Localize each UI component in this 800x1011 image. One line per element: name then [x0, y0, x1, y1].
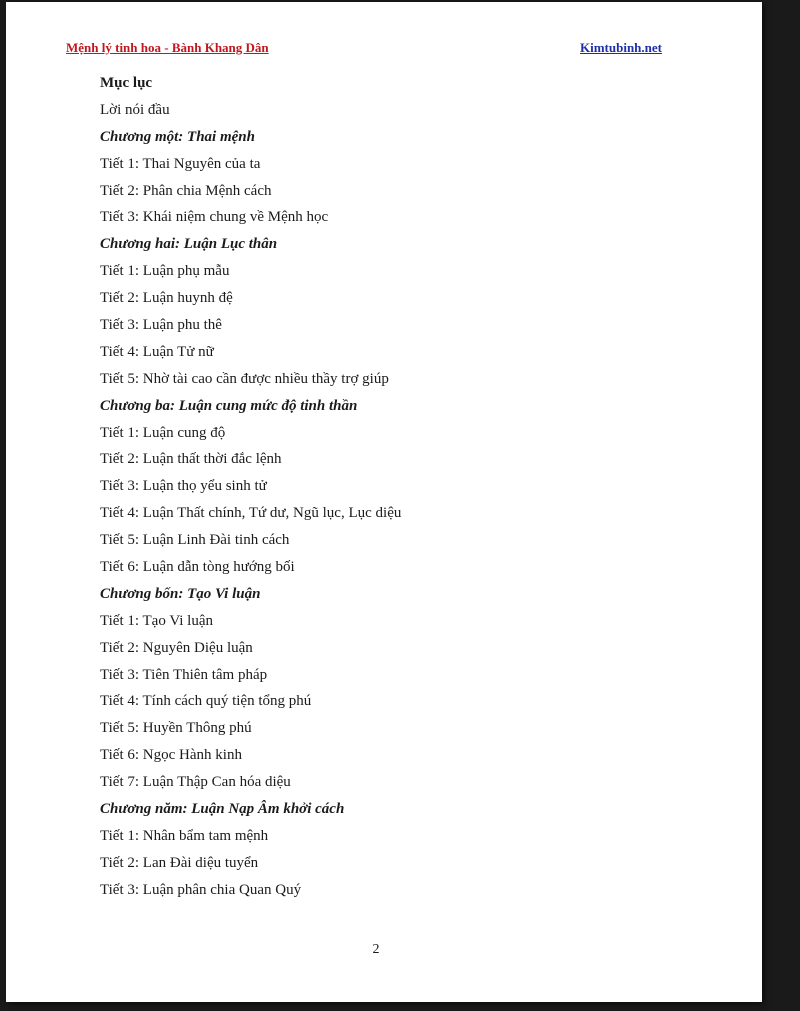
toc-chapter-heading: Chương ba: Luận cung mức độ tinh thần [100, 397, 358, 414]
toc-entry: Tiết 3: Luận phu thê [100, 317, 222, 334]
page-number: 2 [372, 942, 380, 957]
toc-entry: Tiết 2: Phân chia Mệnh cách [100, 182, 272, 199]
header-website-link[interactable]: Kimtubinh.net [580, 40, 662, 55]
toc-entry: Tiết 1: Luận cung độ [100, 424, 226, 441]
toc-entry: Tiết 7: Luận Thập Can hóa diệu [100, 774, 291, 791]
header-book-title-link[interactable]: Mệnh lý tinh hoa - Bành Khang Dân [66, 40, 269, 55]
toc-entry: Tiết 3: Khái niệm chung về Mệnh học [100, 209, 329, 226]
toc-entry: Tiết 4: Luận Tử nữ [100, 343, 214, 360]
toc-entry: Tiết 3: Luận thọ yểu sinh tử [100, 478, 267, 495]
toc-entry: Tiết 2: Lan Đài diệu tuyển [100, 854, 259, 871]
toc-entry: Tiết 1: Luận phụ mẫu [100, 263, 230, 280]
toc-chapter-heading: Chương bốn: Tạo Vi luận [100, 585, 261, 602]
toc-chapter-heading: Chương một: Thai mệnh [100, 128, 255, 145]
toc-chapter-heading: Chương hai: Luận Lục thân [100, 236, 278, 253]
toc-chapter-heading: Chương năm: Luận Nạp Âm khởi cách [100, 801, 345, 818]
toc-entry: Tiết 1: Tạo Vi luận [100, 612, 213, 629]
toc-entry: Tiết 5: Huyền Thông phú [100, 720, 252, 737]
toc-entry: Tiết 1: Nhân bẩm tam mệnh [100, 827, 269, 844]
toc-entry: Tiết 4: Luận Thất chính, Tứ dư, Ngũ lục, Lục diệu [100, 505, 402, 522]
document-page [6, 2, 762, 1002]
toc-entry: Lời nói đầu [100, 101, 170, 118]
page-header [66, 40, 662, 60]
toc-entry: Tiết 2: Luận thất thời đắc lệnh [100, 451, 282, 468]
toc-entry: Tiết 1: Thai Nguyên của ta [100, 155, 261, 172]
toc-entry: Tiết 6: Luận dẫn tòng hướng bối [100, 559, 295, 576]
toc-entry: Tiết 4: Tính cách quý tiện tổng phú [100, 693, 312, 710]
toc-entry: Tiết 3: Tiên Thiên tâm pháp [100, 666, 268, 683]
toc-lines [100, 97, 660, 904]
toc-entry: Tiết 2: Nguyên Diệu luận [100, 639, 253, 656]
toc-entry: Tiết 6: Ngọc Hành kinh [100, 747, 242, 764]
toc-title: Mục lục [100, 75, 153, 91]
toc-entry: Tiết 3: Luận phân chia Quan Quý [100, 881, 302, 898]
toc-entry: Tiết 2: Luận huynh đệ [100, 290, 233, 307]
toc-entry: Tiết 5: Nhờ tài cao cần được nhiều thầy trợ giúp [100, 370, 389, 387]
toc-entry: Tiết 5: Luận Linh Đài tinh cách [100, 532, 290, 549]
table-of-contents [100, 70, 660, 904]
